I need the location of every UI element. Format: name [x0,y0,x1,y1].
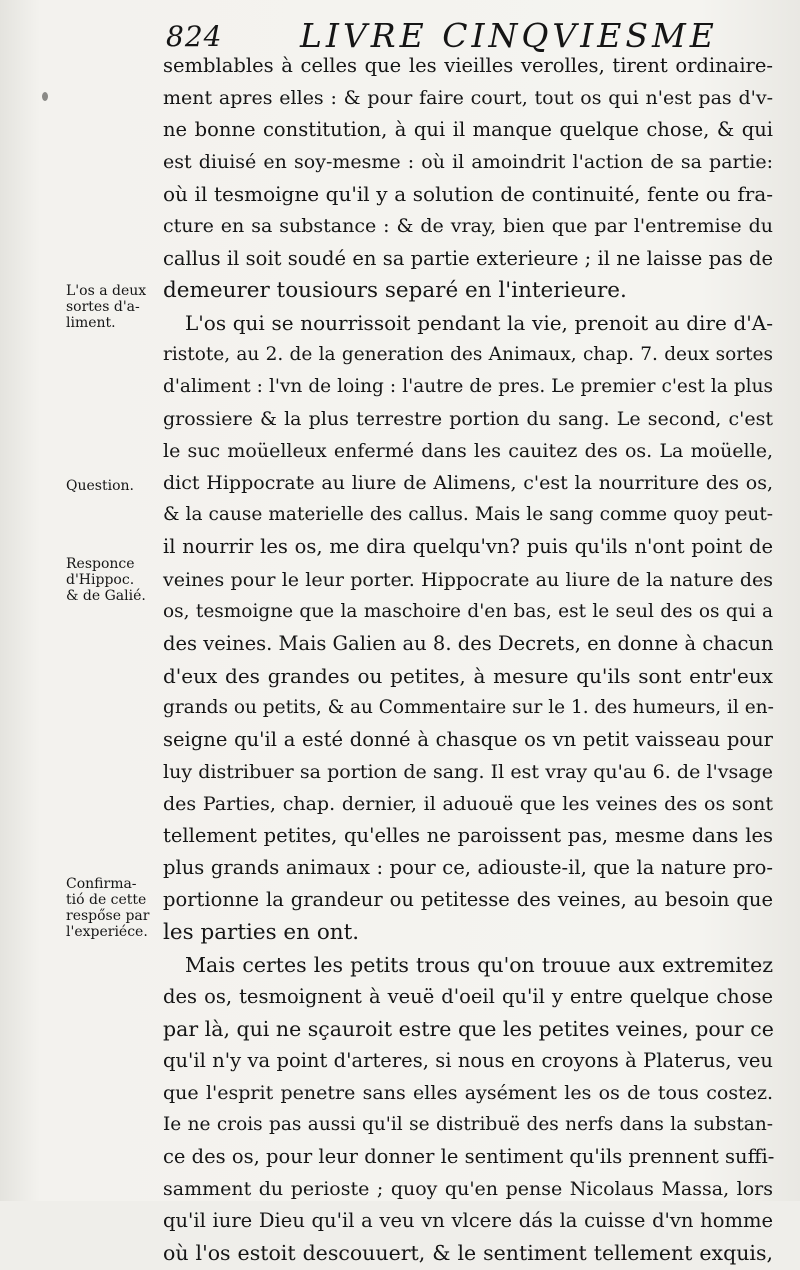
margin-note-line: d'Hippoc. [66,572,135,588]
text-line: des Parties, chap. dernier, il aduouë que les veines des os sont [163,793,773,816]
margin-note-line: sortes d'a- [66,299,140,315]
text-line: L'os qui se nourrissoit pendant la vie, prenoit au dire d'A- [185,310,773,335]
page-number: 824 [166,20,223,53]
text-line: où l'os estoit descouuert, & le sentiment tellement exquis, [163,1241,773,1266]
text-line: ne bonne constitution, à qui il manque quelque chose, & qui [163,118,773,142]
text-line: luy distribuer sa portion de sang. Il est vray qu'au 6. de l'vsage [163,761,773,784]
text-line: ristote, au 2. de la generation des Animaux, chap. 7. deux sortes [163,343,773,365]
text-line: il nourrir les os, me dira quelqu'vn? puis qu'ils n'ont point de [163,535,773,559]
text-line: d'eux des grandes ou petites, à mesure qu'ils sont entr'eux [163,663,773,688]
text-line: ce des os, pour leur donner le sentiment qu'ils prennent suffi- [163,1145,775,1169]
text-line: semblables à celles que les vieilles verolles, tirent ordinaire- [163,54,773,77]
text-line: & la cause materielle des callus. Mais le sang comme quoy peut- [163,504,773,526]
text-line: le suc moüelleux enfermé dans les cauitez des os. La moüelle, [163,440,773,463]
margin-note-line: respőse par [66,908,150,924]
text-line: tellement petites, qu'elles ne paroissent pas, mesme dans les [163,824,773,848]
text-line: des os, tesmoignent à veuë d'oeil qu'il y entre quelque chose [163,984,773,1008]
text-line: qu'il n'y va point d'arteres, si nous en croyons à Platerus, veu [163,1048,773,1072]
margin-note-aliment [66,283,166,331]
text-line: plus grands animaux : pour ce, adiouste-il, que la nature pro- [163,856,773,880]
text-line: est diuisé en soy-mesme : où il amoindrit l'action de sa partie: [163,151,773,174]
text-line: les parties en ont. [163,919,360,945]
text-line: samment du perioste ; quoy qu'en pense Nicolaus Massa, lors [163,1178,773,1201]
text-line: que l'esprit penetre sans elles aysément les os de tous costez. [163,1082,773,1104]
text-line: ment apres elles : & pour faire court, tout os qui n'est pas d'v- [163,87,773,110]
text-line: qu'il iure Dieu qu'il a veu vn vlcere dás la cuisse d'vn homme [163,1209,773,1233]
margin-ornament-icon [42,92,48,101]
text-line: demeurer tousiours separé en l'interieure. [163,277,627,303]
text-line: d'aliment : l'vn de loing : l'autre de pres. Le premier c'est la plus [163,375,773,397]
text-line: grands ou petits, & au Commentaire sur le 1. des humeurs, il en- [163,696,774,718]
text-line: portionne la grandeur ou petitesse des veines, au besoin que [163,888,773,912]
text-line: veines pour le leur porter. Hippocrate au liure de la nature des [163,568,773,591]
text-line: os, tesmoigne que la maschoire d'en bas, est le seul des os qui a [163,600,773,622]
text-line: seigne qu'il a esté donné à chasque os vn petit vaisseau pour [163,727,773,751]
body-text [163,50,773,1270]
margin-note-line: Confirma- [66,876,137,892]
text-line: Ie ne crois pas aussi qu'il se distribuë des nerfs dans la substan- [163,1114,773,1136]
margin-note-line: l'experiéce. [66,924,148,940]
text-line: où il tesmoigne qu'il y a solution de continuité, fente ou fra- [163,182,773,207]
text-line: des veines. Mais Galien au 8. des Decrets, en donne à chacun [163,631,774,655]
margin-note-line: & de Galié. [66,588,146,604]
margin-note-confirmation [66,876,166,940]
text-line: cture en sa substance : & de vray, bien que par l'entremise du [163,215,773,238]
text-line: dict Hippocrate au liure de Alimens, c'est la nourriture des os, [163,472,773,495]
margin-note-line: Question. [66,478,134,494]
margin-note-line: Responce [66,556,135,572]
margin-note-responce [66,556,166,604]
margin-note-line: L'os a deux [66,283,147,299]
margin-note-line: liment. [66,315,116,331]
text-line: par là, qui ne sçauroit estre que les petites veines, pour ce [163,1016,774,1041]
margin-note-question [66,478,166,494]
page-header [160,8,800,55]
text-line: grossiere & la plus terrestre portion du sang. Le second, c'est [163,408,773,431]
running-title: LIVRE CINQVIESME [300,16,718,55]
text-line: callus il soit soudé en sa partie exterieure ; il ne laisse pas de [163,246,773,270]
margin-note-line: tió de cette [66,892,147,908]
text-line: Mais certes les petits trous qu'on trouue aux extremitez [185,952,773,977]
